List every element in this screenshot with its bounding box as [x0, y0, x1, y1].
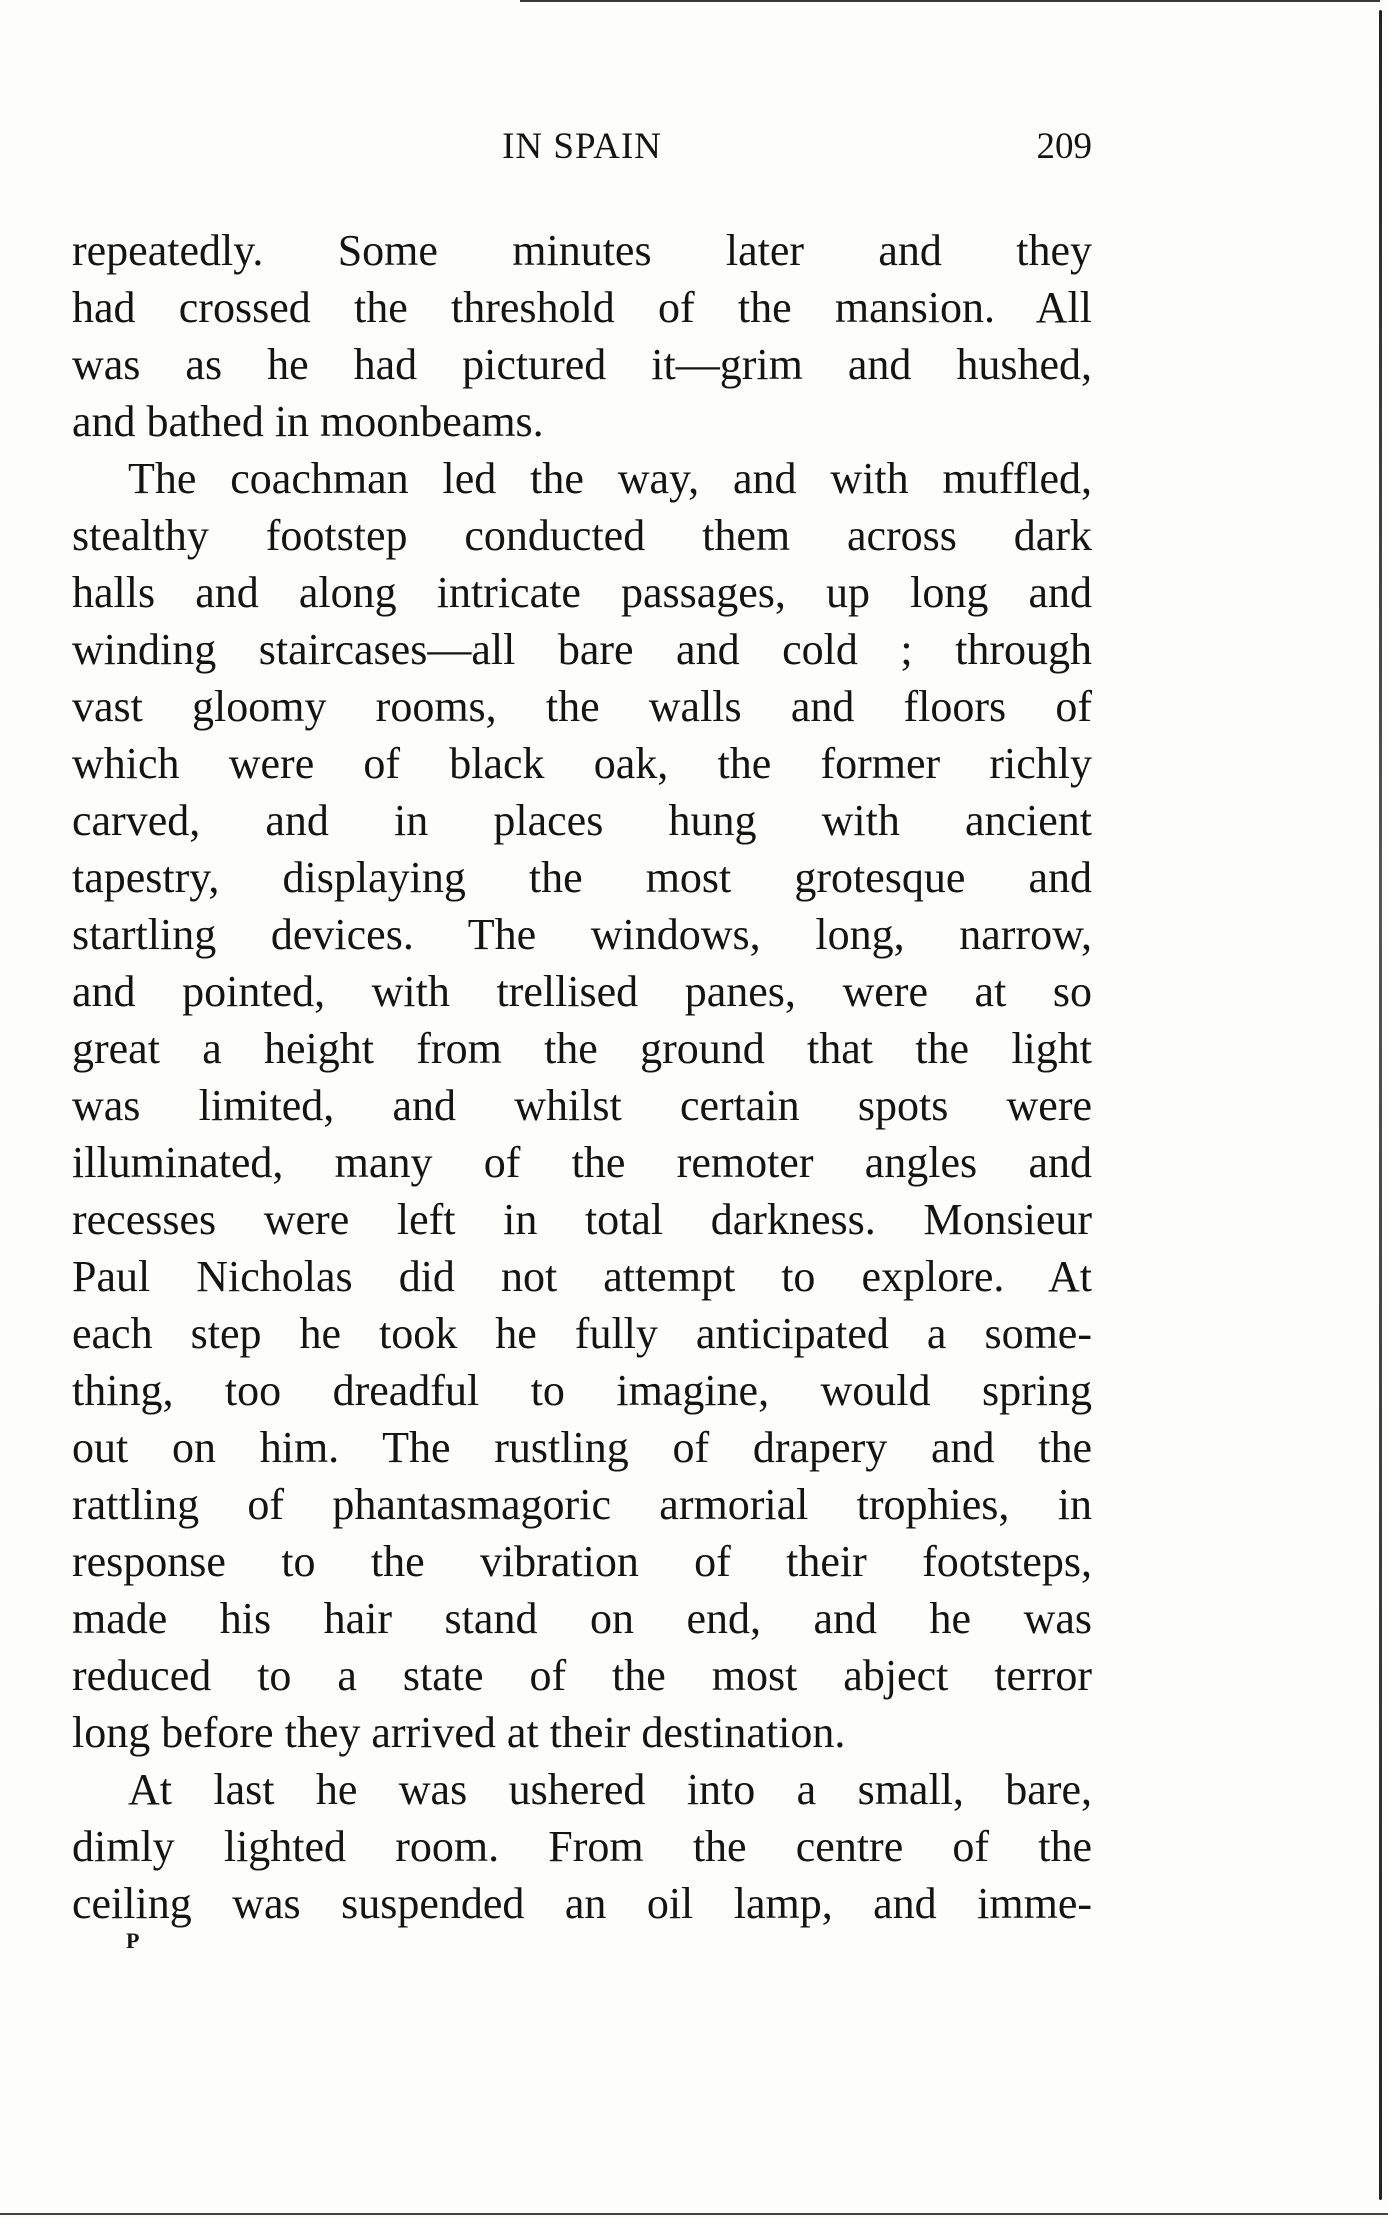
body-text — [72, 222, 1092, 1932]
text-line: halls and along intricate passages, up long and — [72, 568, 1092, 617]
text-line: rattling of phantasmagoric armorial trophies, in — [72, 1480, 1092, 1529]
text-line: thing, too dreadful to imagine, would spring — [72, 1366, 1092, 1415]
scan-page-edge — [1379, 10, 1382, 2200]
running-title: IN SPAIN — [502, 126, 662, 167]
text-line: Paul Nicholas did not attempt to explore. At — [72, 1252, 1092, 1301]
text-line: out on him. The rustling of drapery and the — [72, 1423, 1092, 1472]
text-line: winding staircases—all bare and cold ; through — [72, 625, 1092, 674]
text-line: recesses were left in total darkness. Monsieur — [72, 1195, 1092, 1244]
text-line: each step he took he fully anticipated a some- — [72, 1309, 1092, 1358]
text-line: which were of black oak, the former richly — [72, 739, 1092, 788]
text-line: tapestry, displaying the most grotesque and — [72, 853, 1092, 902]
text-line: response to the vibration of their footsteps, — [72, 1537, 1092, 1586]
text-line: ceiling was suspended an oil lamp, and imme- — [72, 1879, 1092, 1928]
text-line: reduced to a state of the most abject terror — [72, 1651, 1092, 1700]
text-line: startling devices. The windows, long, narrow, — [72, 910, 1092, 959]
text-line: dimly lighted room. From the centre of the — [72, 1822, 1092, 1871]
text-line: made his hair stand on end, and he was — [72, 1594, 1092, 1643]
text-line: vast gloomy rooms, the walls and floors of — [72, 682, 1092, 731]
text-line: and bathed in moonbeams. — [72, 397, 544, 446]
text-line: long before they arrived at their destination. — [72, 1708, 846, 1757]
text-line: illuminated, many of the remoter angles and — [72, 1138, 1092, 1187]
scan-bottom-rule — [0, 2213, 1388, 2215]
page-number: 209 — [1036, 126, 1092, 167]
text-line: was limited, and whilst certain spots were — [72, 1081, 1092, 1130]
scan-top-rule — [520, 0, 1380, 2]
running-head — [72, 125, 1092, 175]
text-line: The coachman led the way, and with muffled, — [128, 454, 1092, 503]
text-line: repeatedly. Some minutes later and they — [72, 226, 1092, 275]
text-line: was as he had pictured it—grim and hushed, — [72, 340, 1092, 389]
text-line: had crossed the threshold of the mansion. All — [72, 283, 1092, 332]
text-line: carved, and in places hung with ancient — [72, 796, 1092, 845]
text-line: stealthy footstep conducted them across dark — [72, 511, 1092, 560]
text-line: great a height from the ground that the light — [72, 1024, 1092, 1073]
text-line: At last he was ushered into a small, bare, — [128, 1765, 1092, 1814]
signature-mark: P — [126, 1928, 140, 1953]
text-line: and pointed, with trellised panes, were at so — [72, 967, 1092, 1016]
